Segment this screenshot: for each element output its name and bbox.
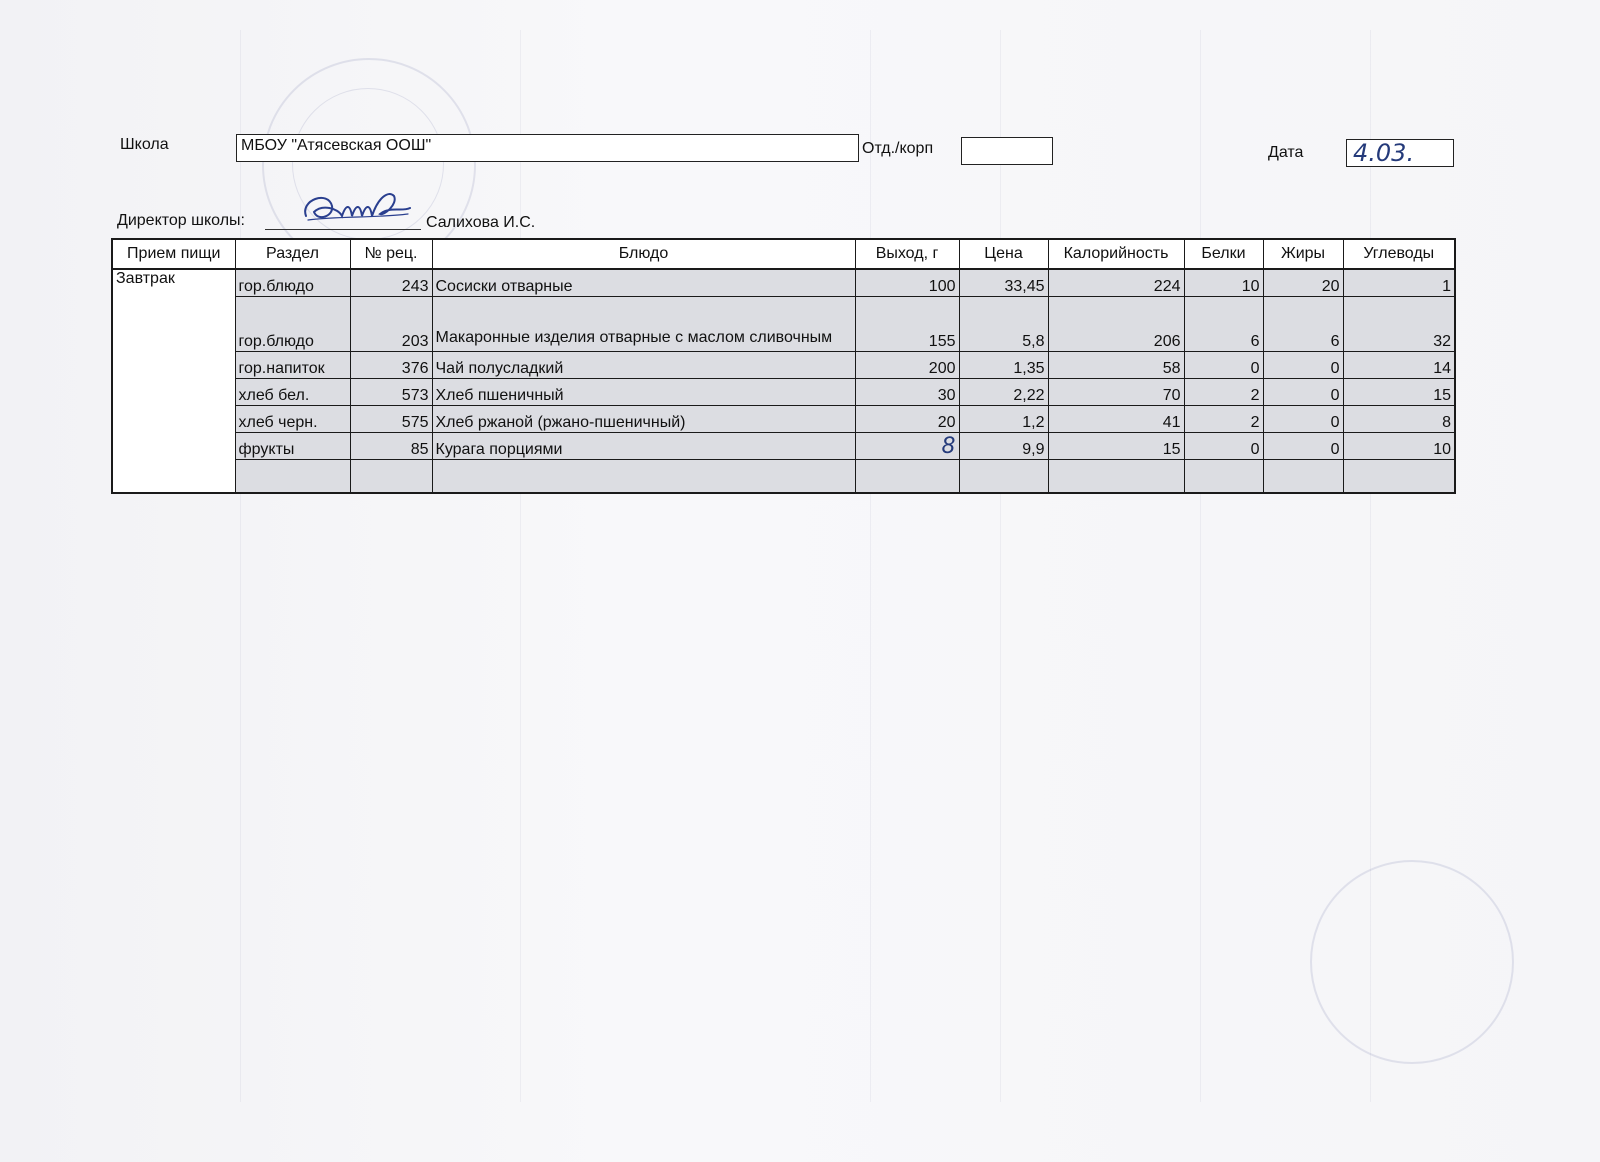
section-cell: хлеб черн. <box>235 406 350 433</box>
empty-cell <box>1343 460 1455 494</box>
yield-cell: 155 <box>855 297 959 352</box>
recipe-cell: 203 <box>350 297 432 352</box>
bleed-line <box>1200 30 1201 1102</box>
empty-cell <box>1263 460 1343 494</box>
yield-cell: 100 <box>855 269 959 297</box>
carbs-cell: 1 <box>1343 269 1455 297</box>
yield-cell <box>855 433 959 460</box>
dish-cell: Сосиски отварные <box>432 269 855 297</box>
school-name-field: МБОУ "Атясевская ООШ" <box>236 134 859 162</box>
recipe-cell: 376 <box>350 352 432 379</box>
empty-cell <box>855 460 959 494</box>
carbs-cell: 15 <box>1343 379 1455 406</box>
bleed-line <box>1000 30 1001 1102</box>
col-header: Углеводы <box>1343 239 1455 269</box>
carbs-cell: 14 <box>1343 352 1455 379</box>
fat-cell: 0 <box>1263 379 1343 406</box>
price-cell: 5,8 <box>959 297 1048 352</box>
section-cell: гор.блюдо <box>235 269 350 297</box>
fat-cell: 6 <box>1263 297 1343 352</box>
price-cell: 33,45 <box>959 269 1048 297</box>
menu-table <box>111 238 1456 494</box>
bleed-line <box>240 30 241 1102</box>
col-header: Жиры <box>1263 239 1343 269</box>
carbs-cell: 8 <box>1343 406 1455 433</box>
bleed-line <box>520 30 521 1102</box>
table-row <box>112 406 1455 433</box>
col-header: Блюдо <box>432 239 855 269</box>
calories-cell: 58 <box>1048 352 1184 379</box>
col-header: Белки <box>1184 239 1263 269</box>
dish-cell: Макаронные изделия отварные с маслом сливочным <box>432 297 855 352</box>
calories-cell: 70 <box>1048 379 1184 406</box>
bleed-line <box>870 30 871 1102</box>
carbs-cell: 10 <box>1343 433 1455 460</box>
empty-cell <box>350 460 432 494</box>
section-cell: хлеб бел. <box>235 379 350 406</box>
director-label: Директор школы: <box>117 212 245 229</box>
date-field: 4.03. <box>1346 139 1454 167</box>
table-header-row <box>112 239 1455 269</box>
col-header: Калорийность <box>1048 239 1184 269</box>
date-label: Дата <box>1268 144 1304 161</box>
calories-cell: 41 <box>1048 406 1184 433</box>
meal-cell: Завтрак <box>112 269 235 493</box>
dept-label: Отд./корп <box>862 140 934 157</box>
price-cell: 2,22 <box>959 379 1048 406</box>
fat-cell: 0 <box>1263 433 1343 460</box>
handwritten-yield: 8 <box>941 434 956 459</box>
recipe-cell: 243 <box>350 269 432 297</box>
director-name: Салихова И.С. <box>426 214 536 231</box>
table-row <box>112 269 1455 297</box>
carbs-cell: 32 <box>1343 297 1455 352</box>
col-header: Цена <box>959 239 1048 269</box>
col-header: Раздел <box>235 239 350 269</box>
protein-cell: 0 <box>1184 433 1263 460</box>
fat-cell: 0 <box>1263 406 1343 433</box>
protein-cell: 6 <box>1184 297 1263 352</box>
yield-cell: 20 <box>855 406 959 433</box>
col-header: Выход, г <box>855 239 959 269</box>
dish-cell: Хлеб ржаной (ржано-пшеничный) <box>432 406 855 433</box>
empty-cell <box>1048 460 1184 494</box>
empty-cell <box>432 460 855 494</box>
recipe-cell: 573 <box>350 379 432 406</box>
table-row <box>112 379 1455 406</box>
recipe-cell: 575 <box>350 406 432 433</box>
school-label: Школа <box>120 136 169 153</box>
table-row <box>112 297 1455 352</box>
col-header: Прием пищи <box>112 239 235 269</box>
dish-cell: Чай полусладкий <box>432 352 855 379</box>
stamp-faint <box>1310 860 1514 1064</box>
section-cell: гор.блюдо <box>235 297 350 352</box>
table-row <box>112 352 1455 379</box>
recipe-cell: 85 <box>350 433 432 460</box>
dish-cell: Хлеб пшеничный <box>432 379 855 406</box>
col-header: № рец. <box>350 239 432 269</box>
calories-cell: 206 <box>1048 297 1184 352</box>
table-row <box>112 433 1455 460</box>
table-row-empty <box>112 460 1455 494</box>
protein-cell: 0 <box>1184 352 1263 379</box>
calories-cell: 224 <box>1048 269 1184 297</box>
price-cell: 1,35 <box>959 352 1048 379</box>
empty-cell <box>235 460 350 494</box>
empty-cell <box>959 460 1048 494</box>
fat-cell: 0 <box>1263 352 1343 379</box>
price-cell: 1,2 <box>959 406 1048 433</box>
section-cell: гор.напиток <box>235 352 350 379</box>
calories-cell: 15 <box>1048 433 1184 460</box>
yield-cell: 200 <box>855 352 959 379</box>
dish-cell: Курага порциями <box>432 433 855 460</box>
protein-cell: 10 <box>1184 269 1263 297</box>
dept-field <box>961 137 1053 165</box>
yield-cell: 30 <box>855 379 959 406</box>
price-cell: 9,9 <box>959 433 1048 460</box>
section-cell: фрукты <box>235 433 350 460</box>
protein-cell: 2 <box>1184 406 1263 433</box>
director-signature-icon <box>298 186 418 232</box>
empty-cell <box>1184 460 1263 494</box>
protein-cell: 2 <box>1184 379 1263 406</box>
fat-cell: 20 <box>1263 269 1343 297</box>
